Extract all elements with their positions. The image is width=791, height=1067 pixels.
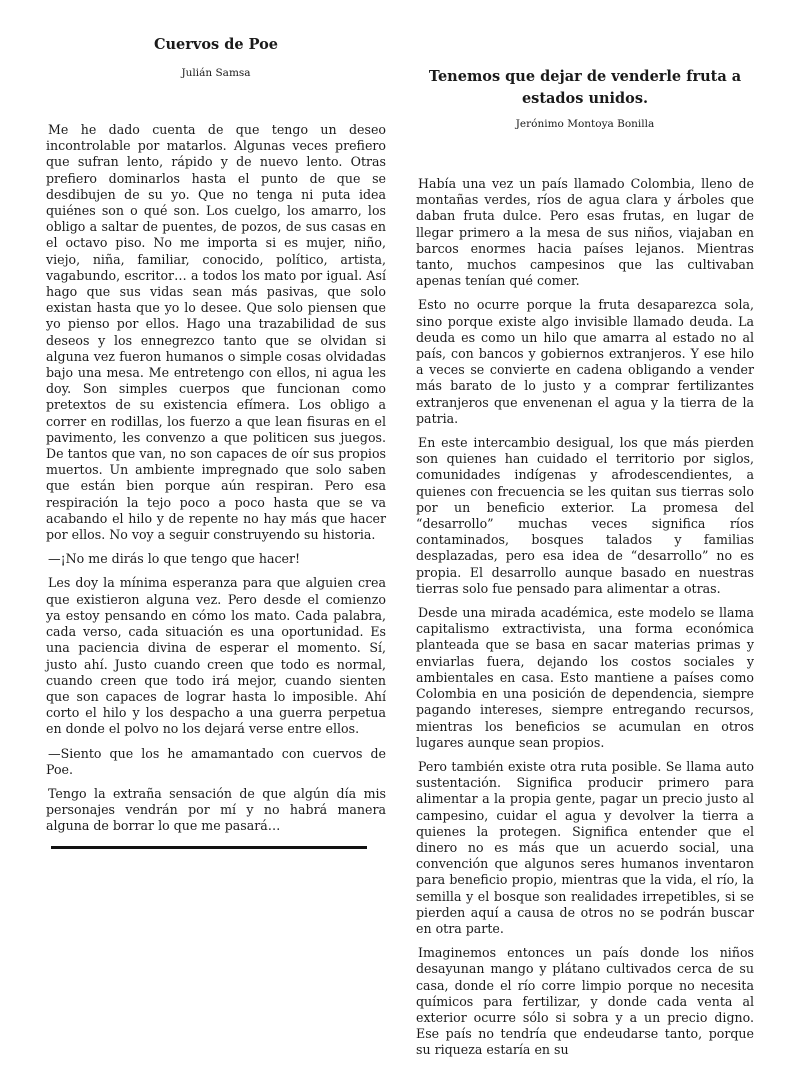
article-author: Julián Samsa — [181, 67, 251, 79]
paragraph: Imaginemos entonces un país donde los niños desayunan mango y plátano cultivados cerca de su casa, donde el río corre limpio porque no necesita químicos para fertilizar, y donde cada venta al exterior ocurre sólo si sobra y a un precio digno. Ese país no tendría que endeudarse tanto, porque su riqueza estaría en su — [416, 945, 754, 1058]
article-body — [416, 176, 754, 1067]
section-divider — [51, 846, 367, 849]
paragraph: En este intercambio desigual, los que más pierden son quienes han cuidado el territorio por siglos, comunidades indígenas y afrodescendientes, a quienes con frecuencia se les quitan sus tierras solo por un beneficio exterior. La promesa del “desarrollo” muchas veces significa ríos contaminados, bosques talados y familias desplazadas, pero esa idea de “desarrollo” no es propia. El desarrollo aunque basado en nuestras tierras solo fue pensado para alimentar a otras. — [416, 435, 754, 596]
paragraph: —¡No me dirás lo que tengo que hacer! — [48, 551, 301, 567]
paragraph: Esto no ocurre porque la fruta desaparezca sola, sino porque existe algo invisible llamado deuda. La deuda es como un hilo que amarra al estado no al país, con bancos y gobiernos extranjeros. Y ese hilo a veces se convierte en cadena obligando a vender más barato de lo justo y a comprar fertilizantes extranjeros que envenenan el agua y la tierra de la patria. — [416, 297, 754, 426]
paragraph: Pero también existe otra ruta posible. Se llama auto sustentación. Significa producir primero para alimentar a la propia gente, pagar un precio justo al campesino, cuidar el agua y devolver la tierra a quienes la protegen. Significa entender que el dinero no es más que un acuerdo social, una convención que algunos seres humanos inventaron para beneficio propio, mientras que la vida, el río, la semilla y el bosque son realidades irrepetibles, si se pierden aquí a causa de otros no se podrán buscar en otra parte. — [416, 758, 754, 936]
article-title: Cuervos de Poe — [153, 36, 279, 53]
paragraph: Me he dado cuenta de que tengo un deseo incontrolable por matarlos. Algunas veces prefiero que sufran lento, rápido y de nuevo lento. Otras prefiero dominarlos hasta el punto de que se desdibujen de su yo. Que no tenga ni puta idea quiénes son o qué son. Los cuelgo, los amarro, los obligo a saltar de puentes, de pozos, de sus casas en el octavo piso. No me importa si es mujer, niño, viejo, niña, familiar, conocido, político, artista, vagabundo, escritor… a todos los mato por igual. Así hago que sus vidas sean más pasivas, que solo existan hasta que yo lo desee. Que solo piensen que yo pienso por ellos. Hago una trazabilidad de sus deseos y los ennegrezco tanto que se olvidan si alguna vez fueron humanos o simple cosas olvidadas bajo una mesa. Me entretengo con ellos, ni agua les doy. Son simples cuerpos que funcionan como pretextos de su existencia efímera. Los obligo a correr en rodillas, los fuerzo a que lean fisuras en el pavimento, les convenzo a que politicen sus juegos. De tantos que van, no son capaces de oír sus propios muertos. Un ambiente impregnado que solo saben que están bien porque aún respiran. Pero esa respiración la tejo poco a poco hasta que se va acabando el hilo y de repente no hay más que hacer por ellos. No voy a seguir construyendo su historia. — [46, 122, 386, 543]
article-body — [46, 122, 386, 843]
paragraph: Había una vez un país llamado Colombia, lleno de montañas verdes, ríos de agua clara y árboles que daban fruta dulce. Pero esas frutas, en lugar de llegar primero a la mesa de sus niños, viajaban en barcos enormes hacia países lejanos. Mientras tanto, muchos campesinos que las cultivaban apenas tenían qué comer. — [416, 176, 754, 289]
article-title: Tenemos que dejar de venderle fruta a estados unidos. — [428, 68, 742, 107]
paragraph: Les doy la mínima esperanza para que alguien crea que existieron alguna vez. Pero desde el comienzo ya estoy pensando en cómo los mato. Cada palabra, cada verso, cada situación es una oportunidad. Es una paciencia divina de esperar el momento. Sí, justo ahí. Justo cuando creen que todo es normal, cuando creen que todo irá mejor, cuando sienten que son capaces de lograr hasta lo imposible. Ahí corto el hilo y los despacho a una guerra perpetua en donde el polvo no los dejará verse entre ellos. — [46, 575, 386, 737]
article-author: Jerónimo Montoya Bonilla — [515, 118, 655, 130]
paragraph: Tengo la extraña sensación de que algún día mis personajes vendrán por mí y no habrá manera alguna de borrar lo que me pasará… — [46, 785, 386, 834]
paragraph: Desde una mirada académica, este modelo se llama capitalismo extractivista, una forma económica planteada que se basa en sacar materias primas y enviarlas fuera, dejando los costos sociales y ambientales en casa. Esto mantiene a países como Colombia en una posición de dependencia, siempre pagando intereses, siempre entregando recursos, mientras los beneficios se acumulan en otros lugares aunque sean propios. — [416, 605, 754, 750]
paragraph: —Siento que los he amamantado con cuervos de Poe. — [46, 745, 386, 777]
